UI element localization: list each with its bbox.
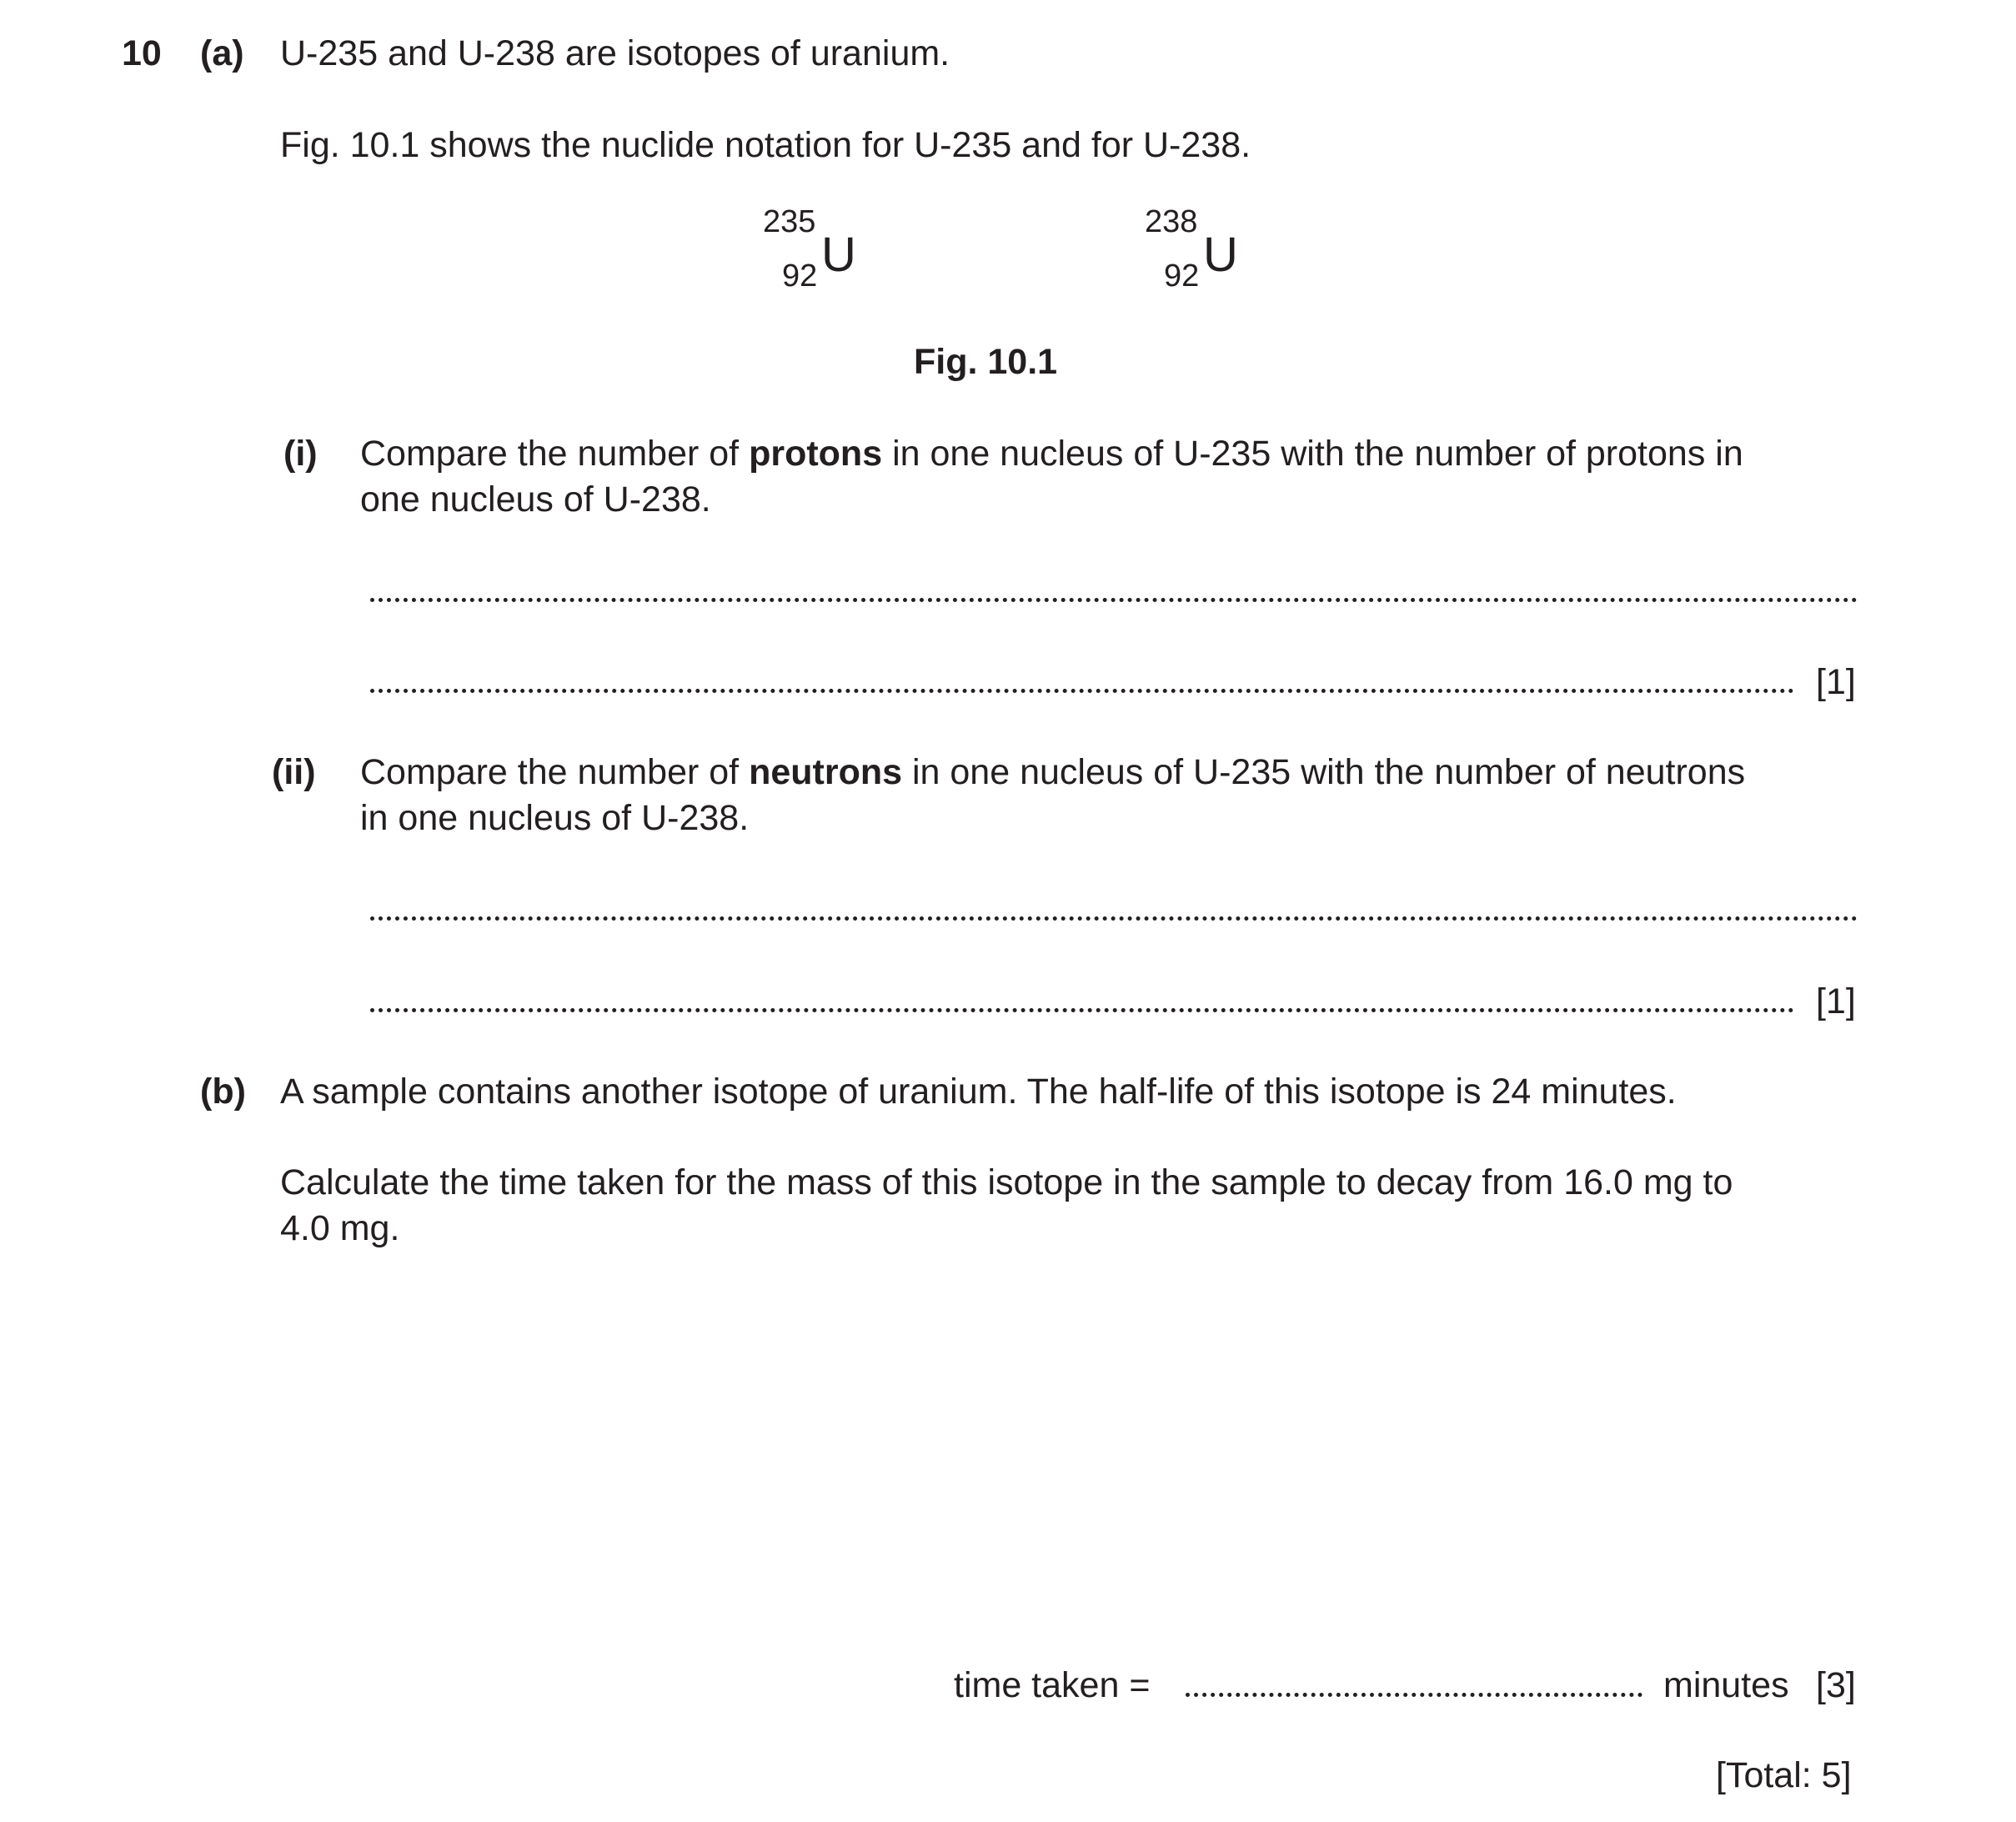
- answer-line-i-1[interactable]: [370, 598, 1858, 602]
- mass-number: 235: [763, 204, 816, 239]
- sub-ii-marks: [1]: [1816, 981, 1856, 1021]
- time-taken-answer-line[interactable]: [1186, 1693, 1642, 1697]
- element-symbol: U: [1203, 228, 1238, 282]
- figure-caption: Fig. 10.1: [914, 342, 1058, 382]
- text: Compare the number of: [360, 434, 750, 474]
- answer-unit: minutes: [1663, 1665, 1789, 1705]
- question-number: 10: [122, 33, 162, 73]
- sub-ii-label: (ii): [272, 752, 316, 792]
- text: in one nucleus of U-235 with the number of neutrons: [902, 752, 1746, 792]
- answer-line-i-2[interactable]: [370, 689, 1794, 693]
- figure-intro: Fig. 10.1 shows the nuclide notation for U-235 and for U-238.: [280, 125, 1251, 165]
- answer-label: time taken =: [954, 1665, 1151, 1705]
- part-b-calc-line2: 4.0 mg.: [280, 1208, 400, 1248]
- answer-line-ii-2[interactable]: [370, 1008, 1794, 1012]
- part-b-calc-line1: Calculate the time taken for the mass of this isotope in the sample to decay from 16.0 mg to: [280, 1162, 1733, 1202]
- total-marks: [Total: 5]: [1716, 1755, 1852, 1795]
- atomic-number: 92: [782, 258, 818, 294]
- part-a-intro: U-235 and U-238 are isotopes of uranium.: [280, 33, 950, 73]
- part-b-marks: [3]: [1816, 1665, 1856, 1705]
- sub-ii-question-line2: in one nucleus of U-238.: [360, 798, 750, 838]
- text: in one nucleus of U-235 with the number of protons in: [882, 434, 1743, 474]
- atomic-number: 92: [1164, 258, 1200, 294]
- element-symbol: U: [821, 228, 856, 282]
- mass-number: 238: [1145, 204, 1198, 239]
- sub-i-question-line1: [360, 432, 1743, 475]
- sub-i-question-line2: one nucleus of U-238.: [360, 479, 711, 519]
- part-b-intro: A sample contains another isotope of uranium. The half-life of this isotope is 24 minutes.: [280, 1072, 1677, 1112]
- text: Compare the number of: [360, 752, 750, 792]
- part-b-label: (b): [200, 1072, 246, 1112]
- part-a-label: (a): [200, 33, 244, 73]
- emphasis-neutrons: neutrons: [749, 752, 903, 792]
- emphasis-protons: protons: [749, 434, 883, 474]
- answer-line-ii-1[interactable]: [370, 916, 1858, 921]
- sub-i-marks: [1]: [1816, 662, 1856, 702]
- sub-ii-question-line1: [360, 750, 1745, 794]
- sub-i-label: (i): [283, 434, 318, 474]
